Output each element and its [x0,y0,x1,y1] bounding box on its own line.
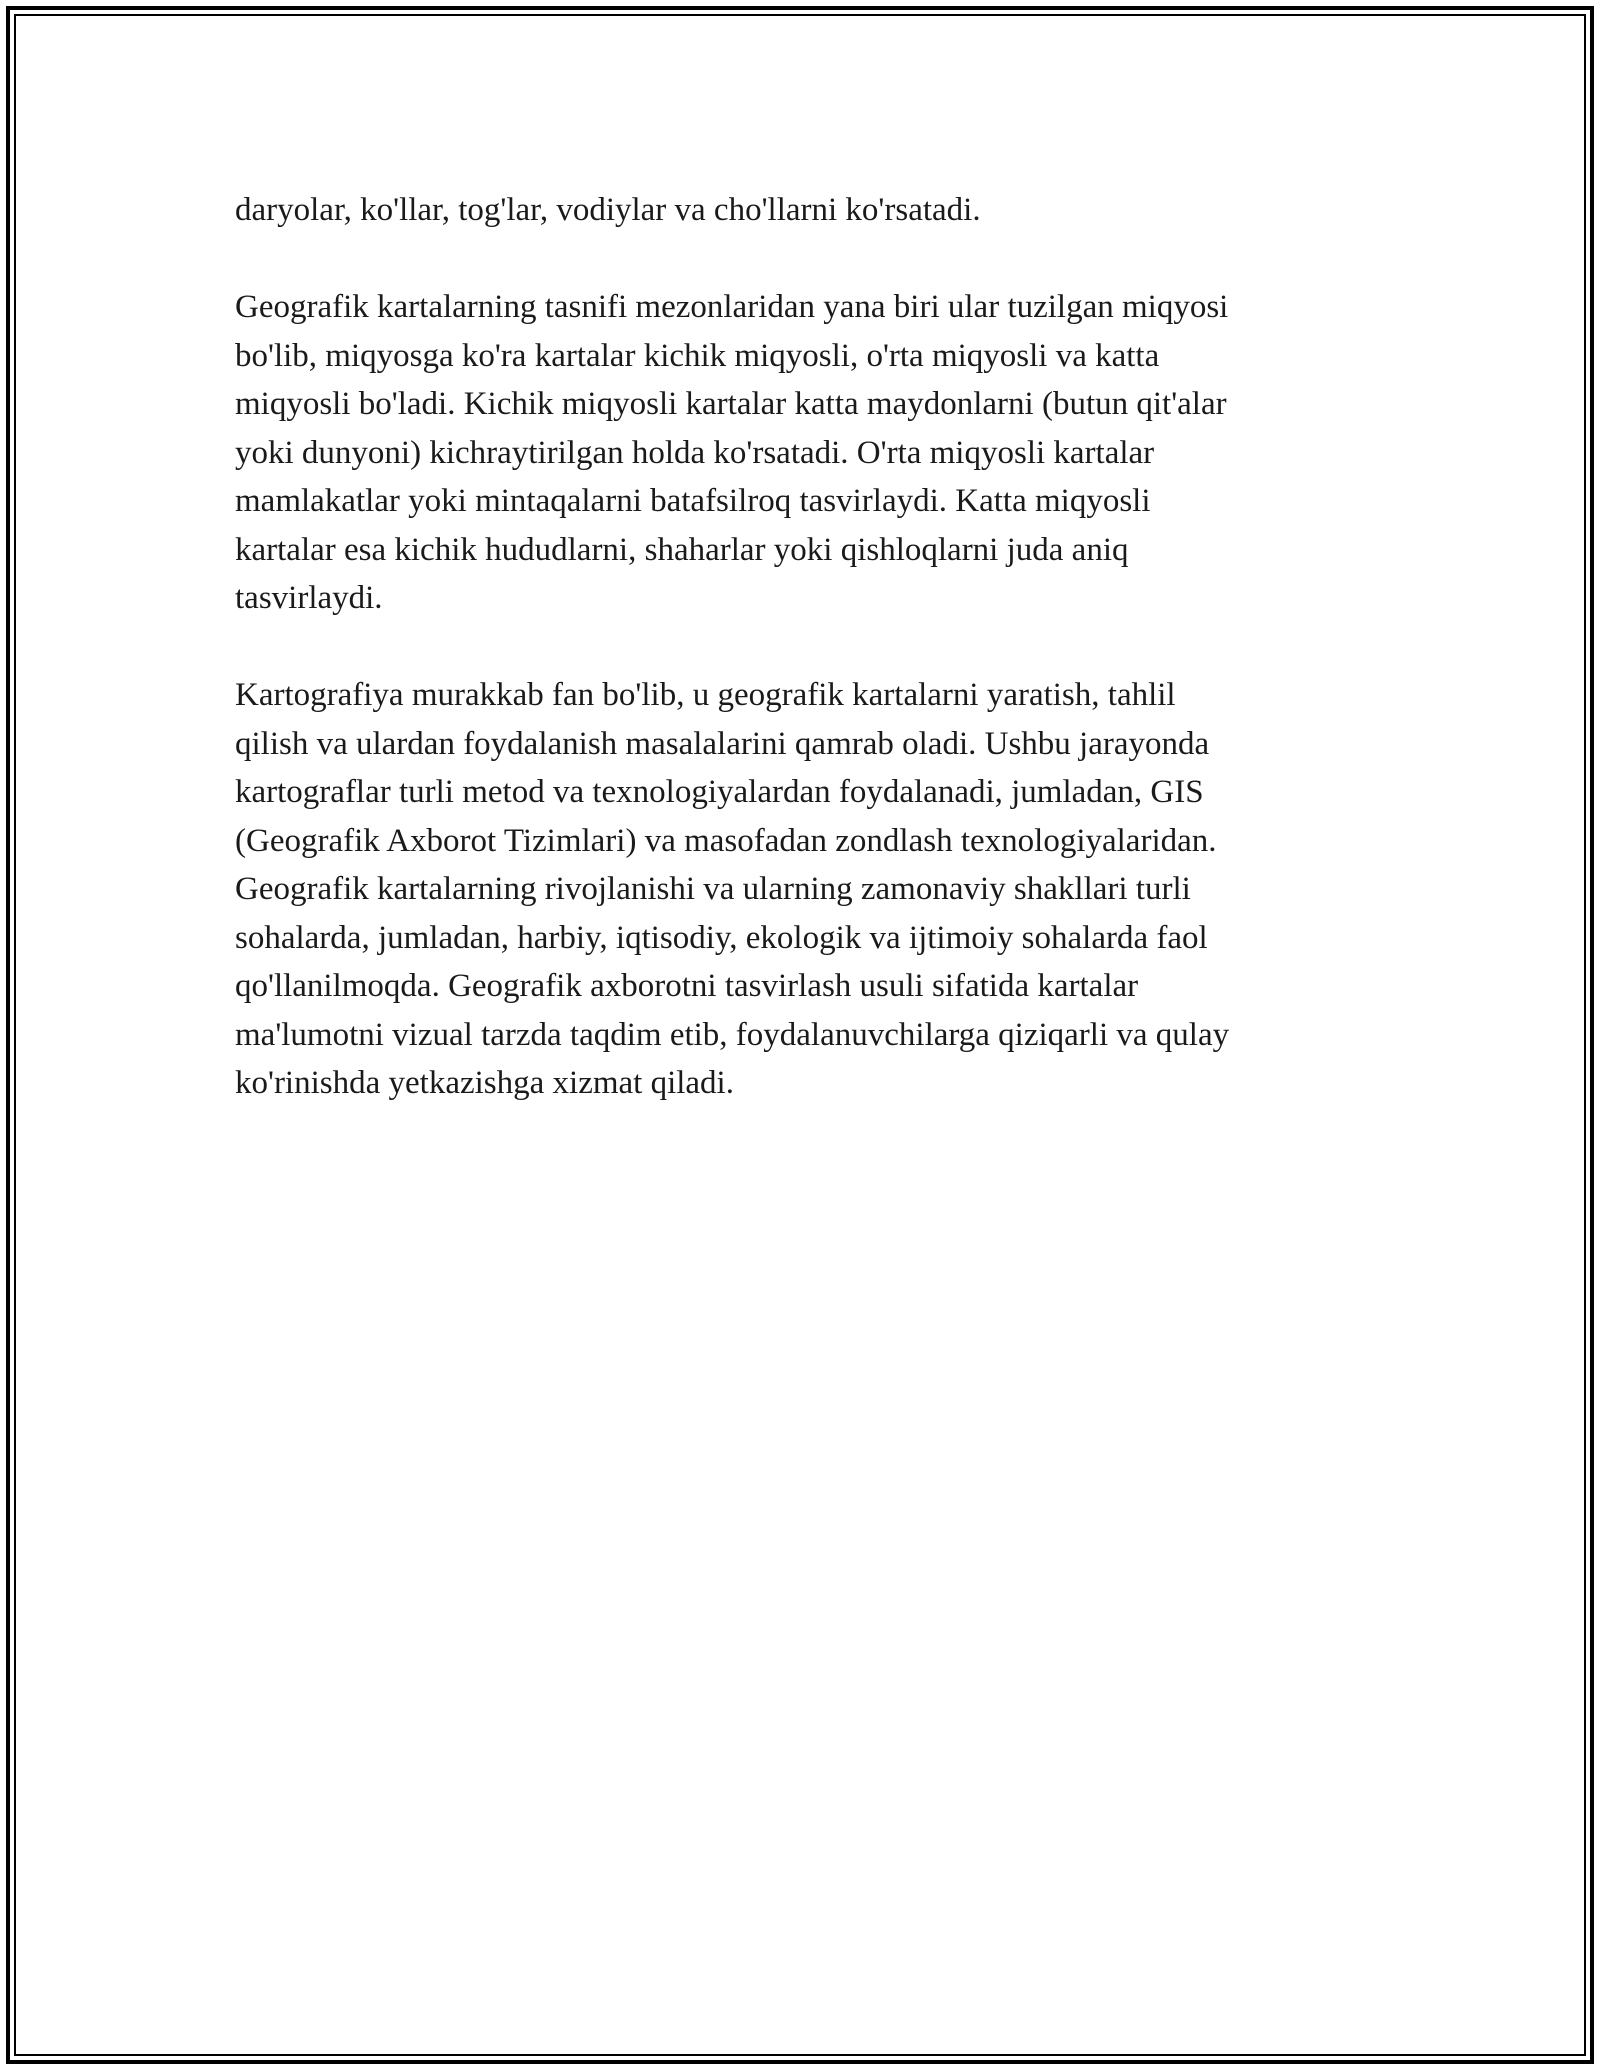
document-body [235,186,1355,1156]
paragraph-continuation: daryolar, ko'llar, tog'lar, vodiylar va cho'llarni ko'rsatadi. [235,192,981,228]
paragraph-cartography: Kartografiya murakkab fan bo'lib, u geografik kartalarni yaratish, tahlil qilish va ulardan foydalanish masalalarini qamrab oladi. Ushbu jarayonda kartograflar turli metod va texnologiyalardan foydalanadi, jumladan, GIS (Geografik Axborot Tizimlari) va masofadan zondlash texnologiyalaridan. Geografik kartalarning rivojlanishi va ularning zamonaviy shakllari turli sohalarda, jumladan, harbiy, iqtisodiy, ekologik va ijtimoiy sohalarda faol qo'llanilmoqda. Geografik axborotni tasvirlash usuli sifatida kartalar ma'lumotni vizual tarzda taqdim etib, foydalanuvchilarga qiziqarli va qulay ko'rinishda yetkazishga xizmat qiladi. [235,677,1230,1101]
paragraph-map-scale-classification: Geografik kartalarning tasnifi mezonlaridan yana biri ular tuzilgan miqyosi bo'lib, miqyosga ko'ra kartalar kichik miqyosli, o'rta miqyosli va katta miqyosli bo'ladi. Kichik miqyosli kartalar katta maydonlarni (butun qit'alar yoki dunyoni) kichraytirilgan holda ko'rsatadi. O'rta miqyosli kartalar mamlakatlar yoki mintaqalarni batafsilroq tasvirlaydi. Katta miqyosli kartalar esa kichik hududlarni, shaharlar yoki qishloqlarni juda aniq tasvirlaydi. [235,289,1229,616]
